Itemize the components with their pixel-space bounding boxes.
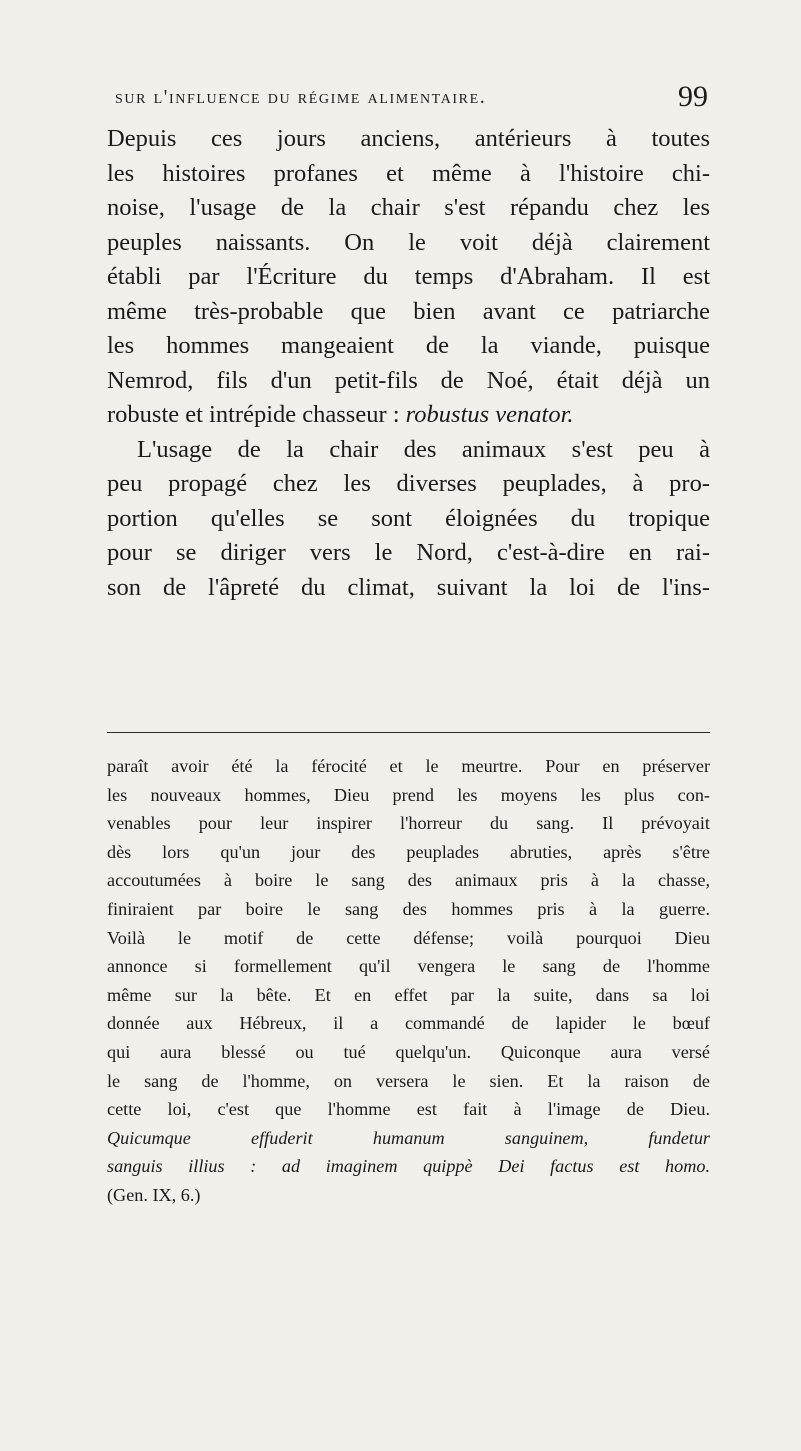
footnote-line: accoutumées à boire le sang des animaux pris à la chasse, (107, 870, 710, 891)
body-line: noise, l'usage de la chair s'est répandu chez les (107, 194, 710, 221)
footnote-line: le sang de l'homme, on versera le sien. Et la raison de (107, 1070, 710, 1091)
latin-quote: sanguis illius : ad imaginem quippè Dei factus est homo. (107, 1156, 710, 1177)
body-line: peuples naissants. On le voit déjà clairement (107, 228, 710, 256)
footnote-line: les nouveaux hommes, Dieu prend les moyens les plus con- (107, 784, 710, 805)
page-number: 99 (678, 80, 708, 113)
footnote-citation: (Gen. IX, 6.) (107, 1184, 201, 1205)
footnote-line: paraît avoir été la férocité et le meurtre. Pour en préserver (107, 756, 710, 776)
footnote-line: venables pour leur inspirer l'horreur du sang. Il prévoyait (107, 813, 710, 834)
body-line: même très-probable que bien avant ce patriarche (107, 297, 710, 325)
footnote-line: annonce si formellement qu'il vengera le sang de l'homme (107, 956, 710, 977)
footnote (107, 752, 710, 1210)
running-head (105, 80, 710, 116)
body-line: les hommes mangeaient de la viande, puisque (107, 332, 710, 359)
footnote-line: qui aura blessé ou tué quelqu'un. Quiconque aura versé (107, 1041, 710, 1062)
body-line: Depuis ces jours anciens, antérieurs à toutes (107, 125, 710, 152)
latin-quote: Quicumque effuderit humanum sanguinem, fundetur (107, 1127, 710, 1148)
body-line: pour se diriger vers le Nord, c'est-à-dire en rai- (107, 539, 710, 566)
footnote-line: même sur la bête. Et en effet par la suite, dans sa loi (107, 984, 710, 1005)
body-line: L'usage de la chair des animaux s'est peu à (137, 435, 710, 463)
footnote-line: finiraient par boire le sang des hommes pris à la guerre. (107, 898, 710, 919)
body-line: peu propagé chez les diverses peuplades, à pro- (107, 470, 710, 497)
body-line: Nemrod, fils d'un petit-fils de Noé, était déjà un (107, 366, 710, 394)
body-line (107, 398, 710, 433)
main-text (107, 122, 710, 605)
latin-phrase: robustus venator. (405, 401, 574, 428)
body-line: son de l'âpreté du climat, suivant la loi de l'ins- (107, 573, 710, 601)
body-line: portion qu'elles se sont éloignées du tropique (107, 504, 710, 532)
body-line: établi par l'Écriture du temps d'Abraham. Il est (107, 263, 710, 290)
footnote-latin-line (107, 1152, 710, 1181)
footnote-latin-line (107, 1124, 710, 1153)
footnote-divider (107, 732, 710, 733)
body-line: les histoires profanes et même à l'histoire chi- (107, 159, 710, 187)
footnote-line: Voilà le motif de cette défense; voilà pourquoi Dieu (107, 927, 710, 948)
footnote-line: dès lors qu'un jour des peuplades abruties, après s'être (107, 841, 710, 862)
running-title: sur l'influence du régime alimentaire. (115, 86, 487, 108)
footnote-line: donnée aux Hébreux, il a commandé de lapider le bœuf (107, 1013, 710, 1034)
footnote-line: cette loi, c'est que l'homme est fait à l'image de Dieu. (107, 1099, 710, 1120)
body-line-text: robuste et intrépide chasseur : (107, 401, 406, 428)
